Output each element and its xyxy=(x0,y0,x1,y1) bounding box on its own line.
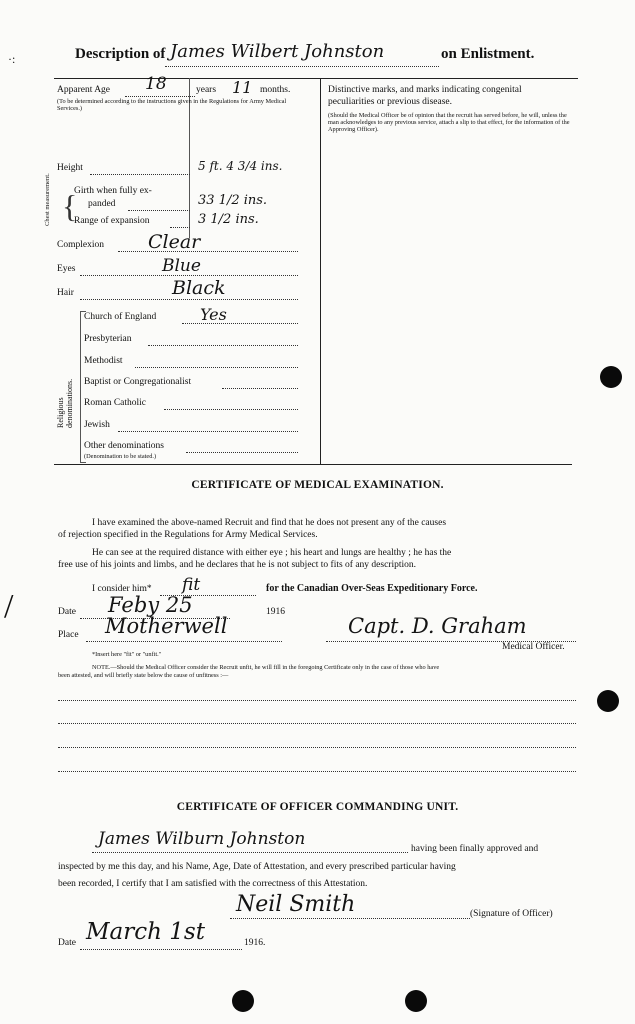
consider-suffix: for the Canadian Over-Seas Expeditionary Force. xyxy=(266,583,478,594)
margin-mark: ·: xyxy=(8,52,16,66)
medical-date-value: Feby 25 xyxy=(108,593,193,617)
years-label: years xyxy=(196,85,217,95)
top-rule xyxy=(54,78,578,79)
blank-line xyxy=(58,723,576,724)
blank-line xyxy=(58,747,576,748)
religion-bracket xyxy=(80,311,81,463)
religion-dots xyxy=(135,367,298,368)
religion-label: Baptist or Congregationalist xyxy=(84,377,192,387)
blank-line xyxy=(58,700,576,701)
marks-title-line1: Distinctive marks, and marks indicating congenital xyxy=(328,85,522,95)
column-divider xyxy=(320,78,321,464)
consider-label: I consider him* xyxy=(92,584,152,594)
note-line1: NOTE.—Should the Medical Officer consider the Recruit unfit, he will fill in the foregoing Certificate only in the case of those who have xyxy=(92,664,440,671)
place-value: Motherwell xyxy=(105,614,228,638)
medical-p1-line2: of rejection specified in the Regulations for Army Medical Services. xyxy=(58,530,318,540)
expansion-label: Range of expansion xyxy=(74,216,150,226)
commanding-name-value: James Wilburn Johnston xyxy=(98,829,306,849)
commanding-line2: inspected by me this day, and his Name, Age, Date of Attestation, and every prescribed particular having xyxy=(58,862,456,872)
punch-hole xyxy=(600,366,622,388)
religion-label: Jewish xyxy=(84,420,110,430)
girth-label-1: Girth when fully ex- xyxy=(74,186,152,196)
recruit-name-handwritten: James Wilbert Johnston xyxy=(170,41,385,62)
box-bottom-rule xyxy=(54,464,572,465)
marks-note: (Should the Medical Officer be of opinion that the recruit has served before, he will, unless the man acknowledges to any previous service, attach a slip to that effect, for the information of the Approving Officer). xyxy=(328,112,570,133)
religion-label: Other denominations xyxy=(84,441,164,451)
note-line2: been attested, and will briefly state below the cause of unfitness :— xyxy=(58,672,229,679)
religion-label: Methodist xyxy=(84,356,123,366)
punch-hole xyxy=(597,690,619,712)
commanding-date-label: Date xyxy=(58,938,76,948)
religion-value: Yes xyxy=(200,305,227,324)
girth-label-2: panded xyxy=(88,199,116,209)
girth-dots xyxy=(128,210,190,211)
religion-bracket-bottom xyxy=(80,462,86,463)
commanding-name-dots xyxy=(92,852,408,853)
hair-dots xyxy=(80,299,298,300)
denomination-note: (Denomination to be stated.) xyxy=(84,453,157,460)
hair-label: Hair xyxy=(57,288,74,298)
girth-value: 33 1/2 ins. xyxy=(198,193,268,208)
commanding-year: 1916. xyxy=(244,938,266,948)
religion-label: Roman Catholic xyxy=(84,398,147,408)
blank-line xyxy=(58,771,576,772)
medical-cert-title: CERTIFICATE OF MEDICAL EXAMINATION. xyxy=(191,479,444,491)
signature-of-officer-label: (Signature of Officer) xyxy=(470,909,553,919)
medical-p2-line2: free use of his joints and limbs, and he declares that he is not subject to fits of any description. xyxy=(58,560,417,570)
expansion-value: 3 1/2 ins. xyxy=(198,212,259,227)
commanding-signature-dots xyxy=(230,918,470,919)
marks-title-line2: peculiarities or previous disease. xyxy=(328,97,452,107)
commanding-line3: been recorded, I certify that I am satisfied with the correctness of this Attestation. xyxy=(58,879,368,889)
age-months-value: 11 xyxy=(232,78,253,97)
place-label: Place xyxy=(58,630,79,640)
religion-dots xyxy=(222,388,298,389)
commanding-cert-title: CERTIFICATE OF OFFICER COMMANDING UNIT. xyxy=(176,801,459,813)
religion-dots xyxy=(186,452,298,453)
height-dots xyxy=(90,174,190,175)
religion-dots xyxy=(148,345,298,346)
chest-brace: { xyxy=(62,188,78,224)
religion-dots xyxy=(164,409,298,410)
hair-value: Black xyxy=(172,277,226,299)
age-years-value: 18 xyxy=(145,74,167,94)
height-label: Height xyxy=(57,163,83,173)
complexion-label: Complexion xyxy=(57,240,104,250)
months-label: months. xyxy=(260,85,291,95)
religion-dots xyxy=(118,431,298,432)
expansion-dots xyxy=(170,227,190,228)
complexion-value: Clear xyxy=(148,231,201,253)
margin-mark: / xyxy=(4,588,14,625)
religion-label: Presbyterian xyxy=(84,334,132,344)
chest-side-label: Chest measurement. xyxy=(44,173,51,226)
commanding-date-value: March 1st xyxy=(86,919,205,945)
medical-p2-line1: He can see at the required distance with either eye ; his heart and lungs are healthy ; he has the xyxy=(92,548,452,558)
form-title-suffix: on Enlistment. xyxy=(441,46,535,62)
commanding-line1-suffix: having been finally approved and xyxy=(411,844,539,854)
commanding-officer-signature: Neil Smith xyxy=(236,892,356,917)
age-note: (To be determined according to the instructions given in the Regulations for Army Medical Services.) xyxy=(57,98,287,112)
medical-officer-label: Medical Officer. xyxy=(502,642,565,652)
place-dots xyxy=(86,641,282,642)
religion-label: Church of England xyxy=(84,312,157,322)
age-dots xyxy=(125,96,195,97)
complexion-dots xyxy=(118,251,298,252)
consider-value: fit xyxy=(182,575,201,595)
medical-date-label: Date xyxy=(58,607,76,617)
title-underline xyxy=(165,66,439,67)
eyes-label: Eyes xyxy=(57,264,76,274)
punch-hole xyxy=(232,990,254,1012)
form-title-prefix: Description of xyxy=(75,46,166,62)
medical-officer-signature: Capt. D. Graham xyxy=(348,614,527,638)
commanding-date-dots xyxy=(80,949,242,950)
insert-note: *Insert here "fit" or "unfit." xyxy=(92,651,162,658)
eyes-value: Blue xyxy=(162,256,201,276)
age-label: Apparent Age xyxy=(57,85,111,95)
height-value: 5 ft. 4 3/4 ins. xyxy=(198,159,283,173)
medical-year: 1916 xyxy=(266,607,285,617)
punch-hole xyxy=(405,990,427,1012)
religion-side-label: Religious denominations. xyxy=(56,378,74,428)
medical-p1-line1: I have examined the above-named Recruit and find that he does not present any of the causes xyxy=(92,518,447,528)
